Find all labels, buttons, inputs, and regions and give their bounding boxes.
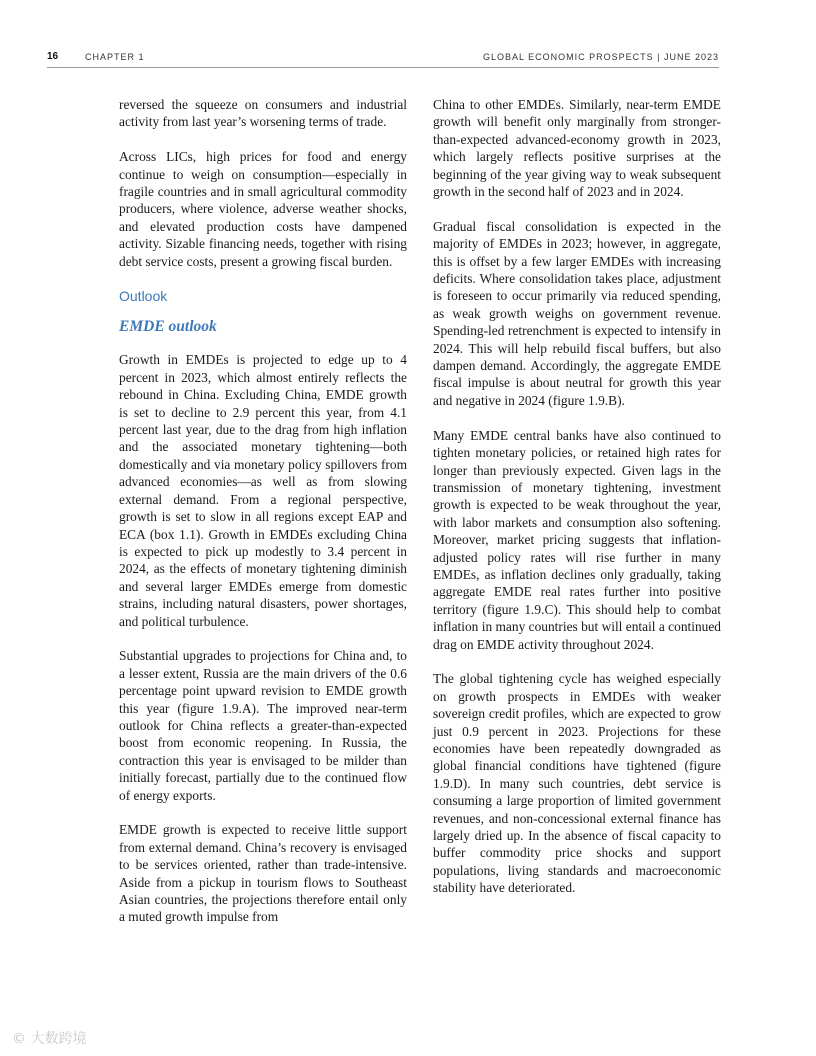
header-rule (47, 67, 719, 68)
body-paragraph: Gradual fiscal consolidation is expected in the majority of EMDEs in 2023; however, in aggregate, this is offset by a few larger EMDEs with increasing deficits. Where consolidation takes place, adjustment is foreseen to occur primarily via reduced spending, as weak growth weighs on government revenue. Spending-led retrenchment is expected to intensify in 2024. This will help rebuild fiscal buffers, but also dampen demand. Accordingly, the aggregate EMDE fiscal impulse is about neutral for growth this year and negative in 2024 (figure 1.9.B). (433, 218, 721, 408)
right-column (433, 96, 721, 914)
body-paragraph: The global tightening cycle has weighed especially on growth prospects in EMDEs with weaker sovereign credit profiles, which are expected to grow just 0.9 percent in 2023. Projections for these economies have been repeatedly downgraded as global financial conditions have tightened (figure 1.9.D). In many such countries, debt service is consuming a large proportion of limited government revenues, and non-concessional external finance has largely dried up. In the absence of fiscal capacity to buffer commodity price shocks and support populations, living standards and macroeconomic stability have deteriorated. (433, 671, 721, 896)
publication-title: GLOBAL ECONOMIC PROSPECTS | JUNE 2023 (482, 52, 719, 62)
page-header (47, 51, 719, 65)
page-number: 16 (47, 51, 59, 62)
watermark-logo (12, 1028, 86, 1048)
body-paragraph: Growth in EMDEs is projected to edge up to 4 percent in 2023, which almost entirely reflects the rebound in China. Excluding China, EMDE growth is set to decline to 2.9 percent this year, from 4.1 percent last year, due to the drag from high inflation and the associated monetary tightening—both domestically and via monetary policy spillovers from advanced economies—as well as from slowing external demand. From a regional perspective, growth is set to slow in all regions except EAP and ECA (box 1.1). Growth in EMDEs excluding China is expected to pick up modestly to 3.4 percent in 2024, as the effects of monetary tightening diminish and several larger EMDEs emerge from domestic strains, including natural disasters, power shortages, and political turbulence. (119, 352, 407, 629)
body-paragraph: Across LICs, high prices for food and energy continue to weigh on consumption—especially in fragile countries and in small agricultural commodity producers, where violence, adverse weather shocks, and elevated production costs have dampened activity. Sizable financing needs, together with rising debt service costs, present a growing fiscal burden. (119, 149, 407, 269)
body-paragraph: China to other EMDEs. Similarly, near-term EMDE growth will benefit only marginally from stronger-than-expected advanced-economy growth in 2023, which largely reflects positive surprises at the beginning of the year giving way to weak subsequent growth in the second half of 2023 and in 2024. (433, 97, 721, 200)
body-paragraph: EMDE growth is expected to receive little support from external demand. China’s recovery is envisaged to be services oriented, rather than trade-intensive. Aside from a pickup in tourism flows to Southeast Asian countries, the projections therefore entail only a muted growth impulse from (119, 822, 407, 925)
watermark-text: 大数跨境 (30, 1031, 87, 1047)
chapter-label: CHAPTER 1 (85, 52, 145, 62)
section-heading: Outlook (119, 288, 168, 305)
left-column (119, 96, 407, 943)
body-paragraph: Substantial upgrades to projections for China and, to a lesser extent, Russia are the main drivers of the 0.6 percentage point upward revision to EMDE growth this year (figure 1.9.A). The improved near-term outlook for China reflects a greater-than-expected boost from economic reopening. In Russia, the contraction this year is envisaged to be milder than initially forecast, partially due to the continued flow of energy exports. (119, 648, 407, 803)
watermark-icon: © (12, 1031, 26, 1047)
sub-heading: EMDE outlook (119, 318, 217, 336)
body-paragraph: reversed the squeeze on consumers and industrial activity from last year’s worsening terms of trade. (119, 97, 407, 130)
body-paragraph: Many EMDE central banks have also continued to tighten monetary policies, or retained high rates for longer than previously expected. Given lags in the transmission of monetary tightening, investment growth is expected to be weak throughout the year, with labor markets and consumption also softening. Moreover, market pricing suggests that inflation-adjusted policy rates will rise further in many EMDEs, as inflation declines only gradually, taking aggregate EMDE real rates further into positive territory (figure 1.9.C). This should help to combat inflation in many countries but will entail a continued drag on EMDE activity throughout 2024. (433, 427, 721, 652)
